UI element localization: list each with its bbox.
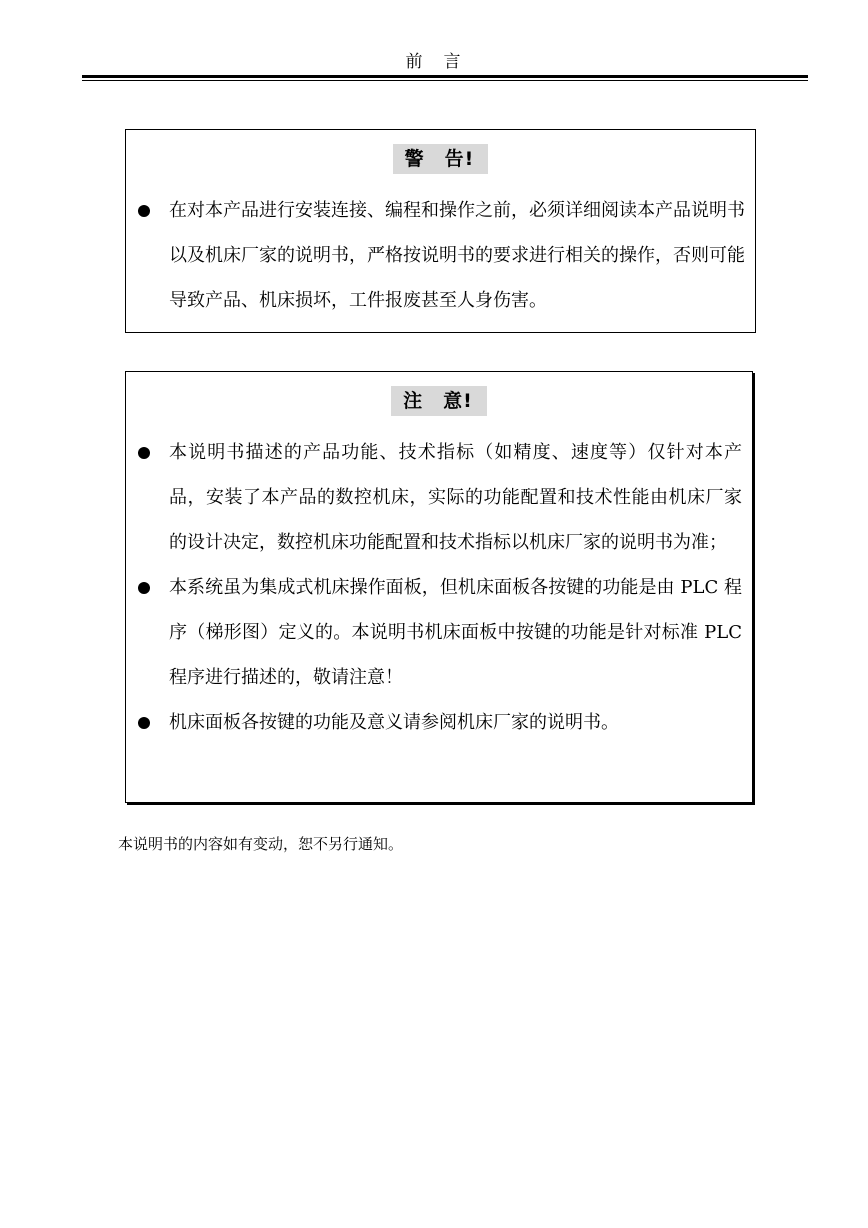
bullet-icon [138, 205, 150, 217]
warning-title [126, 144, 755, 174]
caution-item-text: 本说明书描述的产品功能、技术指标（如精度、速度等）仅针对本产品，安装了本产品的数控机床，实际的功能配置和技术性能由机床厂家的设计决定，数控机床功能配置和技术指标以机床厂家的说明书为准； [169, 442, 742, 553]
caution-item-text: 本系统虽为集成式机床操作面板，但机床面板各按键的功能是由 PLC 程序（梯形图）定义的。本说明书机床面板中按键的功能是针对标准 PLC 程序进行描述的，敬请注意！ [169, 577, 742, 688]
bullet-icon [138, 447, 150, 459]
caution-item [126, 430, 752, 565]
warning-box [125, 129, 756, 333]
header-rule-thick [82, 75, 808, 78]
caution-item [126, 565, 752, 700]
footnote: 本说明书的内容如有变动，恕不另行通知。 [118, 835, 404, 853]
caution-item [126, 700, 752, 745]
caution-box [125, 371, 753, 803]
warning-item [126, 188, 755, 323]
bullet-icon [138, 717, 150, 729]
caution-title [126, 386, 752, 416]
caution-title-label: 注 意! [391, 386, 487, 416]
page-header-title: 前 言 [405, 52, 463, 72]
caution-item-text: 机床面板各按键的功能及意义请参阅机床厂家的说明书。 [169, 712, 619, 733]
header-rule-thin [82, 80, 808, 81]
caution-list [126, 430, 752, 745]
warning-title-label: 警 告! [393, 144, 489, 174]
warning-item-text: 在对本产品进行安装连接、编程和操作之前，必须详细阅读本产品说明书以及机床厂家的说明书，严格按说明书的要求进行相关的操作，否则可能导致产品、机床损坏，工件报废甚至人身伤害。 [169, 200, 745, 311]
bullet-icon [138, 582, 150, 594]
warning-list [126, 188, 755, 323]
